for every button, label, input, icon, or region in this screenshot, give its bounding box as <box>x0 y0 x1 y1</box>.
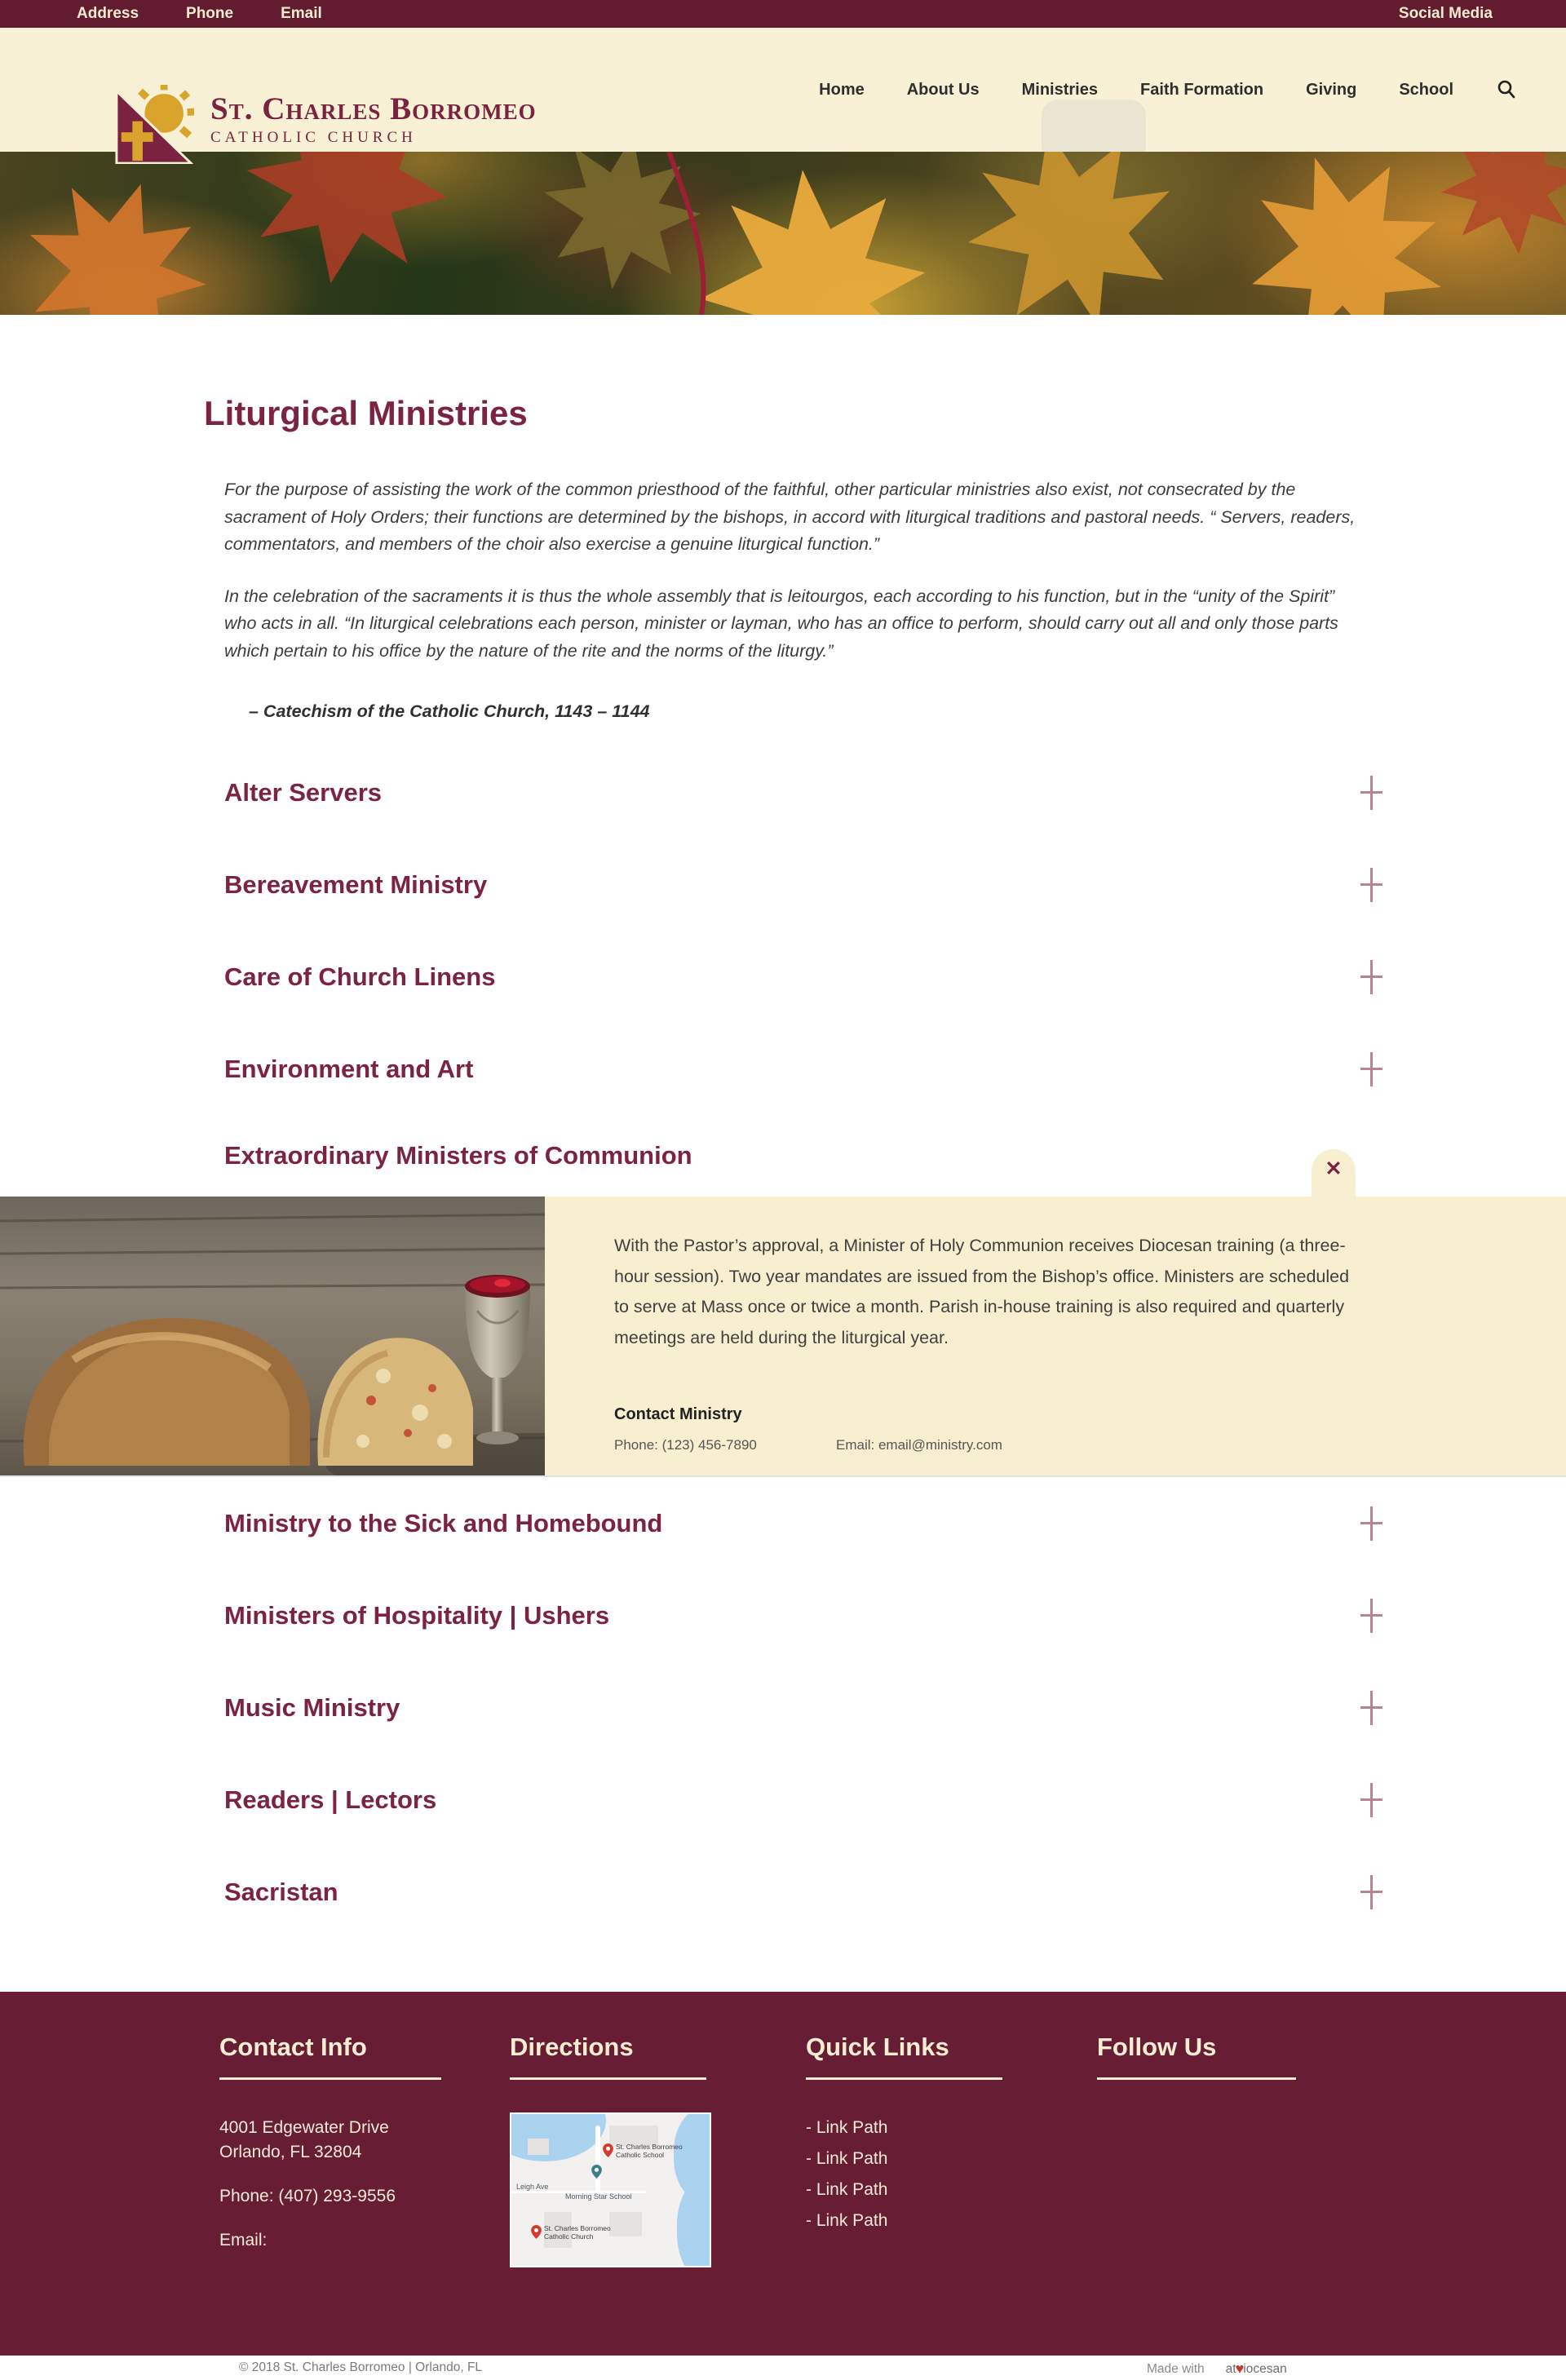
ministries-accordion <box>0 746 1566 1938</box>
church-logo-icon <box>115 85 194 164</box>
accordion-row-bereavement-ministry[interactable] <box>224 838 1387 931</box>
ministry-phone: Phone: (123) 456-7890 <box>614 1437 757 1453</box>
plus-icon[interactable] <box>1356 1051 1387 1088</box>
search-icon[interactable] <box>1496 79 1517 100</box>
accordion-title: Sacristan <box>224 1877 338 1906</box>
accordion-title: Ministry to the Sick and Homebound <box>224 1508 663 1537</box>
plus-icon[interactable] <box>1356 1873 1387 1911</box>
topbar-link-social-media[interactable]: Social Media <box>1398 5 1493 22</box>
accordion-title: Bereavement Ministry <box>224 869 488 899</box>
footer-heading-contact-info: Contact Info <box>219 2033 367 2061</box>
intro-paragraph-1: For the purpose of assisting the work of the common priesthood of the faithful, other particular ministries also exist, not consecrated by the sacrament of Holy Orders; their functions are determined by the bishops, in accord with liturgical traditions and pastoral needs. “ Servers, readers, commentators, and members of the choir also exercise a genuine liturgical function.” <box>224 480 1356 555</box>
contact-ministry-heading: Contact Ministry <box>614 1405 742 1424</box>
accordion-row-care-of-church-linens[interactable] <box>224 931 1387 1023</box>
plus-icon[interactable] <box>1356 1781 1387 1819</box>
plus-icon[interactable] <box>1356 958 1387 996</box>
map-label-school: St. Charles Borromeo Catholic School <box>616 2143 683 2159</box>
leaves-illustration <box>0 152 1566 315</box>
copyright-text: © 2018 St. Charles Borromeo | Orlando, FL <box>239 2360 483 2374</box>
logo-text <box>210 93 537 164</box>
diocesan-brand-link[interactable] <box>1226 2360 1287 2378</box>
map-building <box>609 2212 642 2236</box>
bread-and-chalice-image <box>0 1197 545 1475</box>
quick-link-3[interactable]: - Link Path <box>806 2180 888 2199</box>
map-building <box>528 2139 549 2155</box>
bottom-bar <box>0 2356 1566 2380</box>
footer-heading-follow-us: Follow Us <box>1097 2033 1217 2061</box>
accordion-title: Environment and Art <box>224 1054 474 1083</box>
accordion-row-alter-servers[interactable] <box>224 746 1387 838</box>
footer-email: Email: <box>219 2230 268 2249</box>
accordion-title: Care of Church Linens <box>224 962 496 991</box>
top-bar <box>0 0 1566 28</box>
extraordinary-ministers-panel <box>0 1157 1566 1477</box>
nav-item-giving[interactable]: Giving <box>1306 80 1357 99</box>
contact-details <box>614 1437 1002 1453</box>
church-name: St. Charles Borromeo <box>210 91 537 126</box>
plus-icon[interactable] <box>1356 1505 1387 1542</box>
nav-item-home[interactable]: Home <box>819 80 865 99</box>
church-subtitle: CATHOLIC CHURCH <box>210 129 417 146</box>
footer-heading-quick-links: Quick Links <box>806 2033 949 2061</box>
site-logo[interactable] <box>115 85 537 164</box>
topbar-link-email[interactable]: Email <box>281 5 322 22</box>
plus-icon[interactable] <box>1356 1597 1387 1635</box>
map-pin-church <box>531 2225 542 2239</box>
heart-icon: ♥ <box>1235 2360 1245 2377</box>
page-title: Liturgical Ministries <box>204 394 528 432</box>
address-line-2: Orlando, FL 32804 <box>219 2143 362 2162</box>
accordion-row-ministers-of-hospitality[interactable] <box>224 1569 1387 1661</box>
made-with <box>1147 2360 1287 2378</box>
made-with-text: Made with <box>1147 2361 1205 2376</box>
topbar-link-phone[interactable]: Phone <box>186 5 234 22</box>
footer-address <box>219 2116 489 2165</box>
accordion-row-music-ministry[interactable] <box>224 1661 1387 1754</box>
footer-follow-us <box>1097 2034 1342 2080</box>
map-street-label: Leigh Ave <box>516 2183 549 2191</box>
collapse-button[interactable] <box>1312 1149 1356 1206</box>
footer-phone: Phone: (407) 293-9556 <box>219 2186 396 2205</box>
site-footer <box>0 1992 1566 2356</box>
panel-description: With the Pastor’s approval, a Minister of Holy Communion receives Diocesan training (a three-hour session). Two year mandates are issued from the Bishop’s office. Ministers are scheduled to serve at Mass once or twice a month. Parish in-house training is also required and quarterly meetings are held during the liturgical year. <box>614 1236 1350 1348</box>
nav-item-school[interactable]: School <box>1399 80 1453 99</box>
accordion-row-extraordinary-ministers[interactable] <box>224 1115 1387 1197</box>
close-icon: ✕ <box>1325 1157 1343 1181</box>
main-content <box>0 315 1566 1992</box>
brand-prefix: at <box>1225 2361 1236 2376</box>
map-pin-school <box>603 2143 613 2157</box>
quick-link-1[interactable]: - Link Path <box>806 2118 888 2137</box>
nav-item-ministries[interactable]: Ministries <box>1021 80 1098 99</box>
topbar-link-address[interactable]: Address <box>77 5 139 22</box>
heading-underline <box>806 2077 1002 2080</box>
accordion-row-sacristan[interactable] <box>224 1846 1387 1938</box>
heading-underline <box>510 2077 706 2080</box>
brand-suffix: iocesan <box>1243 2361 1287 2376</box>
plus-icon[interactable] <box>1356 1689 1387 1727</box>
ministry-email: Email: email@ministry.com <box>836 1437 1002 1453</box>
address-line-1: 4001 Edgewater Drive <box>219 2118 389 2137</box>
plus-icon[interactable] <box>1356 774 1387 812</box>
accordion-title: Music Ministry <box>224 1692 400 1722</box>
heading-underline <box>1097 2077 1296 2080</box>
accordion-row-ministry-to-sick[interactable] <box>224 1477 1387 1569</box>
nav-item-faith-formation[interactable]: Faith Formation <box>1139 80 1264 99</box>
plus-icon[interactable] <box>1356 866 1387 904</box>
accordion-title: Ministers of Hospitality | Ushers <box>224 1600 610 1630</box>
quick-link-4[interactable]: - Link Path <box>806 2211 888 2230</box>
footer-heading-directions: Directions <box>510 2033 634 2061</box>
nav-item-about-us[interactable]: About Us <box>906 80 980 99</box>
map-water <box>677 2176 711 2267</box>
accordion-row-readers-lectors[interactable] <box>224 1754 1387 1846</box>
main-nav <box>819 28 1517 152</box>
intro-paragraph-2: In the celebration of the sacraments it is thus the whole assembly that is leitourgos, each according to his function, but in the “unity of the Spirit” who acts in all. “In liturgical celebrations each person, minister or layman, who has an office to perform, should carry out all and only those parts which pertain to his office by the nature of the rite and the norms of the liturgy.” <box>224 586 1338 661</box>
map-water <box>510 2112 606 2161</box>
topbar-links <box>0 5 322 23</box>
footer-directions <box>510 2034 787 2267</box>
hero-autumn-leaves-image <box>0 152 1566 315</box>
accordion-title: Readers | Lectors <box>224 1785 437 1814</box>
accordion-row-environment-and-art[interactable] <box>224 1023 1387 1115</box>
footer-quick-links <box>806 2034 1051 2236</box>
catechism-citation: – Catechism of the Catholic Church, 1143 – 1144 <box>249 701 650 722</box>
map-pin-morning-star <box>591 2165 602 2179</box>
footer-contact-info <box>219 2034 489 2250</box>
heading-underline <box>219 2077 441 2080</box>
accordion-title: Extraordinary Ministers of Communion <box>224 1141 692 1170</box>
map-road <box>595 2126 600 2194</box>
accordion-title: Alter Servers <box>224 777 383 807</box>
site-header <box>0 28 1566 152</box>
quick-link-2[interactable]: - Link Path <box>806 2149 888 2168</box>
map-label-morning-star: Morning Star School <box>565 2192 632 2201</box>
map-label-church: St. Charles Borromeo Catholic Church <box>544 2224 611 2241</box>
directions-map[interactable] <box>510 2112 711 2267</box>
